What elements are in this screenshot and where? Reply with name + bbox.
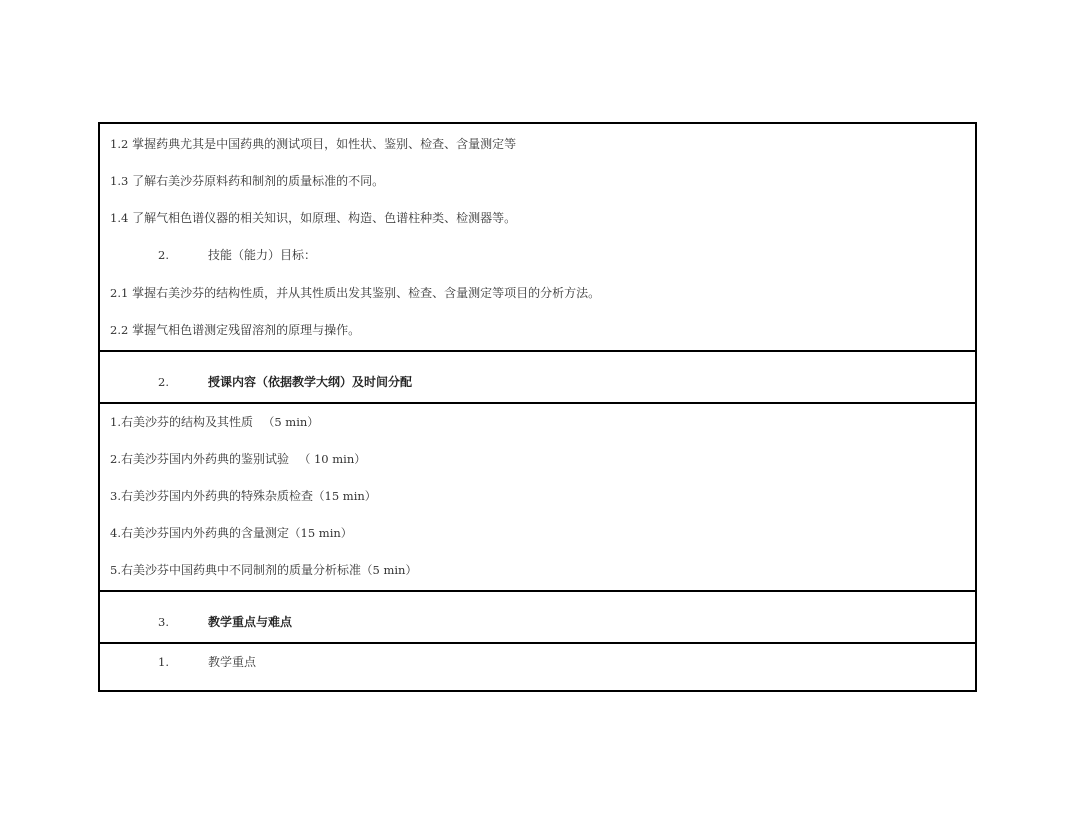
item-text: 右美沙芬中国药典中不同制剂的质量分析标准 [120,563,361,577]
item-text: 右美沙芬国内外药典的特殊杂质检查 [120,489,313,503]
skill-item [110,322,360,338]
content-item [110,451,366,467]
item-text: 右美沙芬的结构及其性质 [120,415,253,429]
skill-heading-number: 2. [158,248,169,262]
item-time: （5 min） [361,563,417,577]
section-number: 3. [158,615,169,629]
item-number: 1.4 [110,211,129,225]
objective-item [110,173,384,189]
content-item [110,414,319,430]
skill-heading-text: 技能（能力）目标： [208,248,317,262]
item-number: 1. [110,415,121,429]
content-item [110,488,376,504]
item-text: 右美沙芬国内外药典的含量测定 [120,526,289,540]
item-text: 掌握药典尤其是中国药典的测试项目，如性状、鉴别、检查、含量测定等 [132,137,517,151]
item-text: 掌握气相色谱测定残留溶剂的原理与操作。 [132,323,361,337]
item-number: 3. [110,489,121,503]
item-number: 2. [110,452,121,466]
item-time: （15 min） [289,526,353,540]
item-text: 了解右美沙芬原料药和制剂的质量标准的不同。 [132,174,385,188]
item-number: 5. [110,563,121,577]
item-number: 2.1 [110,286,129,300]
subsection-number: 1. [158,655,169,669]
content-item [110,525,352,541]
objectives-section [100,124,975,350]
subsection-title: 教学重点 [208,655,257,669]
section-number: 2. [158,375,169,389]
content-heading-row [100,350,975,402]
item-text: 右美沙芬国内外药典的鉴别试验 [120,452,289,466]
item-text: 了解气相色谱仪器的相关知识，如原理、构造、色谱柱种类、检测器等。 [132,211,517,225]
item-number: 1.3 [110,174,129,188]
skill-item [110,285,600,301]
lesson-plan-table [98,122,977,692]
item-number: 1.2 [110,137,129,151]
item-time: （15 min） [313,489,377,503]
content-items-section [100,402,975,590]
item-time: （ 10 min） [298,452,366,466]
section-title: 教学重点与难点 [208,615,293,629]
item-text: 掌握右美沙芬的结构性质，并从其性质出发其鉴别、检查、含量测定等项目的分析方法。 [132,286,601,300]
item-number: 2.2 [110,323,129,337]
item-number: 4. [110,526,121,540]
objective-item [110,136,516,152]
key-points-row [100,642,975,690]
objective-item [110,210,516,226]
item-time: （5 min） [262,415,319,429]
section-title: 授课内容（依据教学大纲）及时间分配 [208,375,413,389]
content-item [110,562,417,578]
key-points-heading-row [100,590,975,642]
